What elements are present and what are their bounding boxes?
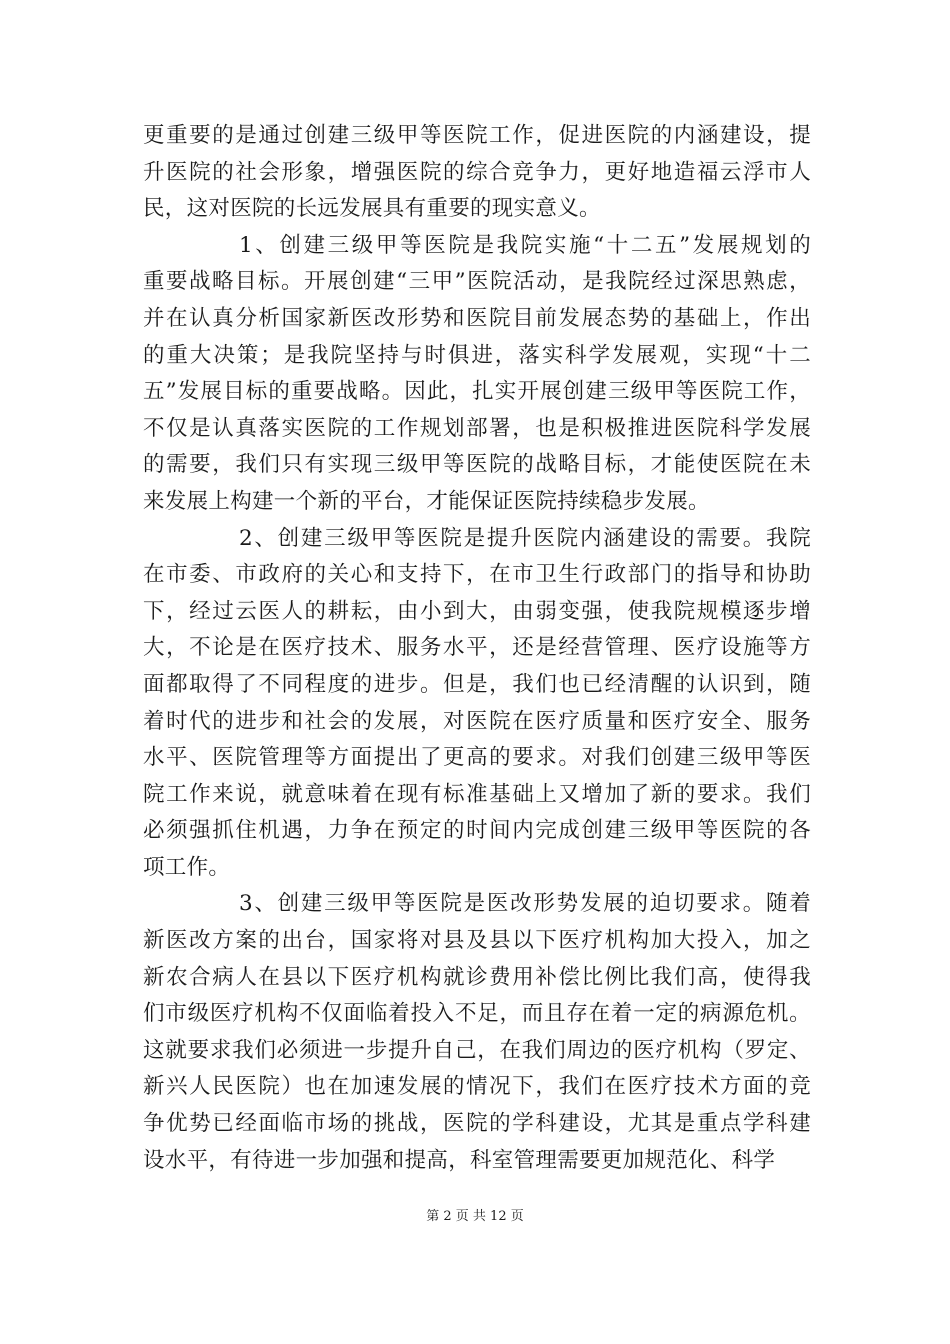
text-line: 不仅是认真落实医院的工作规划部署，也是积极推进医院科学发展: [143, 415, 811, 441]
text-line: 的需要，我们只有实现三级甲等医院的战略目标，才能使医院在未: [143, 452, 811, 478]
text-line: 大，不论是在医疗技术、服务水平，还是经营管理、医疗设施等方: [143, 635, 811, 661]
document-body: [143, 118, 811, 1179]
text-line: 这就要求我们必须进一步提升自己，在我们周边的医疗机构（罗定、: [143, 1037, 811, 1063]
text-line: 升医院的社会形象，增强医院的综合竞争力，更好地造福云浮市人: [143, 159, 811, 185]
text-line: 的重大决策；是我院坚持与时俱进，落实科学发展观，实现“十二: [143, 342, 811, 368]
paragraph: [143, 228, 811, 521]
text-line: 新医改方案的出台，国家将对县及县以下医疗机构加大投入，加之: [143, 928, 811, 954]
text-line: 水平、医院管理等方面提出了更高的要求。对我们创建三级甲等医: [143, 745, 811, 771]
text-line: 争优势已经面临市场的挑战，医院的学科建设，尤其是重点学科建: [143, 1111, 811, 1137]
text-line: 3、创建三级甲等医院是医改形势发展的迫切要求。随着: [239, 891, 811, 917]
text-line: 设水平，有待进一步加强和提高，科室管理需要更加规范化、科学: [143, 1147, 776, 1173]
text-line: 并在认真分析国家新医改形势和医院目前发展态势的基础上，作出: [143, 305, 811, 331]
paragraph: [143, 886, 811, 1179]
text-line: 必须强抓住机遇，力争在预定的时间内完成创建三级甲等医院的各: [143, 818, 811, 844]
text-line: 更重要的是通过创建三级甲等医院工作，促进医院的内涵建设，提: [143, 123, 811, 148]
text-line: 民，这对医院的长远发展具有重要的现实意义。: [143, 196, 601, 222]
text-line: 来发展上构建一个新的平台，才能保证医院持续稳步发展。: [143, 488, 710, 514]
text-line: 新兴人民医院）也在加速发展的情况下，我们在医疗技术方面的竞: [143, 1074, 811, 1100]
text-line: 五”发展目标的重要战略。因此，扎实开展创建三级甲等医院工作，: [143, 379, 811, 405]
paragraph: [143, 521, 811, 887]
paragraph: [143, 118, 811, 228]
text-line: 重要战略目标。开展创建“三甲”医院活动，是我院经过深思熟虑，: [143, 269, 811, 295]
text-line: 2、创建三级甲等医院是提升医院内涵建设的需要。我院: [239, 525, 811, 551]
text-line: 面都取得了不同程度的进步。但是，我们也已经清醒的认识到，随: [143, 671, 811, 697]
text-line: 新农合病人在县以下医疗机构就诊费用补偿比例比我们高，使得我: [143, 964, 811, 990]
text-line: 1、创建三级甲等医院是我院实施“十二五”发展规划的: [239, 232, 811, 258]
text-line: 下，经过云医人的耕耘，由小到大，由弱变强，使我院规模逐步增: [143, 598, 811, 624]
text-line: 项工作。: [143, 854, 231, 880]
text-line: 着时代的进步和社会的发展，对医院在医疗质量和医疗安全、服务: [143, 708, 811, 734]
text-line: 院工作来说，就意味着在现有标准基础上又增加了新的要求。我们: [143, 781, 811, 807]
page-footer: 第 2 页 共 12 页: [426, 1209, 524, 1224]
text-line: 在市委、市政府的关心和支持下，在市卫生行政部门的指导和协助: [143, 562, 811, 588]
text-line: 们市级医疗机构不仅面临着投入不足，而且存在着一定的病源危机。: [143, 1001, 811, 1027]
